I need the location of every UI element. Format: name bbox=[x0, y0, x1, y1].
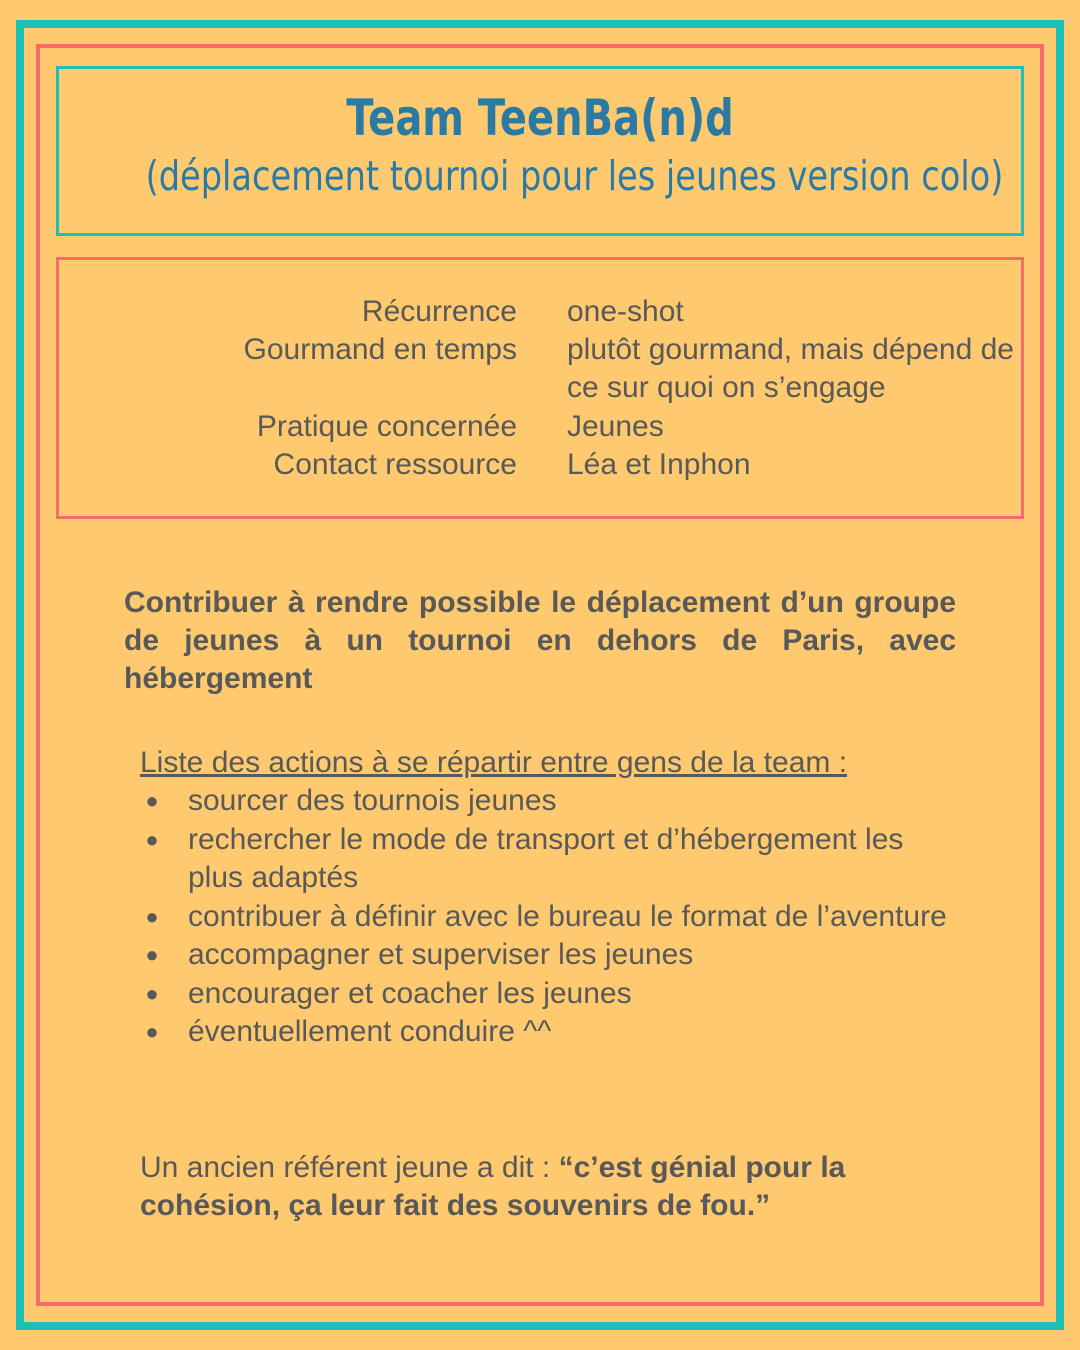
page-title: Team TeenBa(n)d bbox=[346, 89, 734, 147]
info-label: Contact ressource bbox=[273, 448, 517, 481]
list-item-text: accompagner et superviser les jeunes bbox=[188, 938, 694, 971]
title-box bbox=[56, 66, 1024, 236]
quote-intro: Un ancien référent jeune a dit : bbox=[140, 1151, 559, 1184]
info-box bbox=[56, 257, 1024, 519]
info-label: Pratique concernée bbox=[256, 410, 517, 443]
info-value: Léa et Inphon bbox=[567, 448, 751, 481]
quote-paragraph bbox=[140, 1149, 940, 1225]
info-value: plutôt gourmand, mais dépend de ce sur quoi on s’engage bbox=[567, 333, 1014, 404]
info-value: one-shot bbox=[567, 295, 684, 328]
bullet-icon: ● bbox=[145, 980, 159, 1006]
list-item bbox=[140, 898, 960, 937]
actions-list bbox=[140, 782, 960, 1052]
list-item bbox=[140, 1013, 960, 1052]
info-label: Gourmand en temps bbox=[243, 333, 517, 366]
list-item bbox=[140, 975, 960, 1014]
list-item bbox=[140, 782, 960, 821]
info-label: Récurrence bbox=[361, 295, 517, 328]
list-item-text: éventuellement conduire ^^ bbox=[188, 1015, 552, 1048]
list-item-text: contribuer à définir avec le bureau le format de l’aventure bbox=[188, 899, 947, 933]
list-item bbox=[140, 936, 960, 975]
bullet-icon: ● bbox=[145, 826, 159, 852]
bullet-icon: ● bbox=[145, 942, 159, 967]
quote-text: “c’est génial pour la cohésion, ça leur fait des souvenirs de fou.” bbox=[140, 1151, 846, 1222]
page-subtitle: (déplacement tournoi pour les jeunes version colo) bbox=[145, 152, 1004, 200]
list-item-text: sourcer des tournois jeunes bbox=[188, 784, 557, 817]
bullet-icon: ● bbox=[145, 788, 159, 813]
bullet-icon: ● bbox=[145, 1019, 159, 1044]
list-item-text: rechercher le mode de transport et d’hébergement les plus adaptés bbox=[188, 822, 904, 894]
list-item bbox=[140, 821, 960, 898]
objective-paragraph: Contribuer à rendre possible le déplacement d’un groupe de jeunes à un tournoi en dehors de Paris, avec hébergement bbox=[124, 586, 956, 695]
bullet-icon: ● bbox=[145, 903, 159, 929]
actions-heading: Liste des actions à se répartir entre gens de la team : bbox=[140, 746, 848, 779]
list-item-text: encourager et coacher les jeunes bbox=[188, 976, 632, 1010]
info-value: Jeunes bbox=[567, 410, 664, 443]
